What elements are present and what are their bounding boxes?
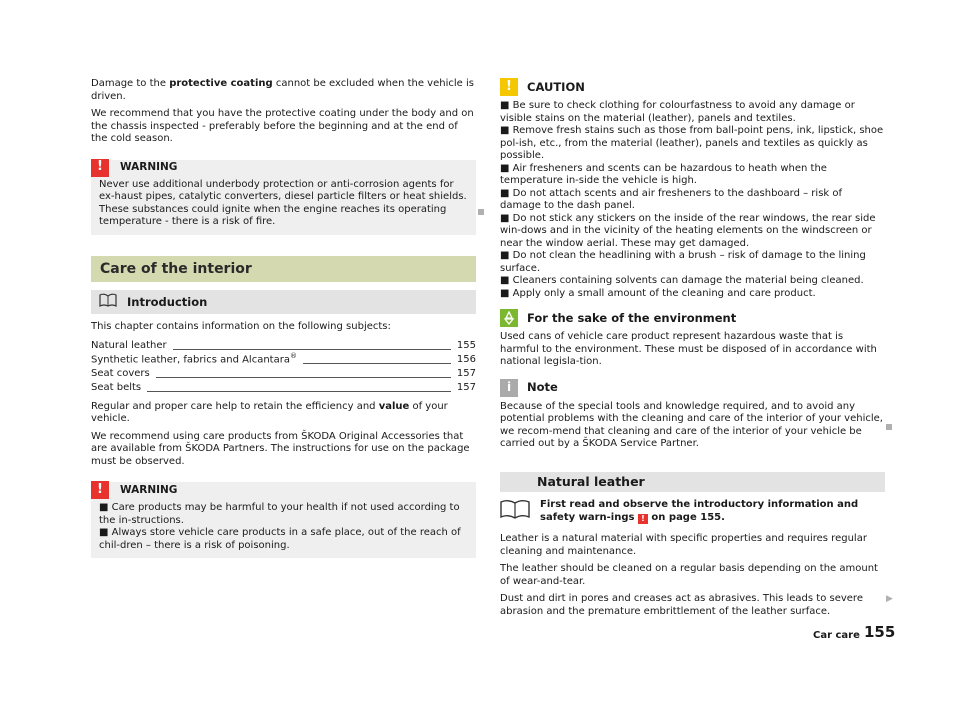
caution-item: ■ Do not clean the headlining with a brush – risk of damage to the lining surface.: [500, 250, 866, 274]
caution-header: [500, 78, 885, 96]
environment-header: [500, 309, 885, 327]
note-text: Because of the special tools and knowledge required, and to avoid any potential problems with the cleaning and care of the interior of your vehicle, we recom-mend that cleaning and care of the interior of your vehicle be carried out by a ŠKODA Service Partner.: [500, 400, 883, 449]
warning-item: ■ Always store vehicle care products in a safe place, out of the reach of chil-dren – there is a risk of poisoning.: [99, 527, 461, 551]
leather-paragraph-3: Dust and dirt in pores and creases act as abrasives. This leads to severe abrasion and the premature embrittlement of the leather surface.: [500, 593, 863, 617]
introduction-bar: [91, 290, 476, 314]
note-title: Note: [527, 380, 558, 395]
environment-title: For the sake of the environment: [527, 310, 737, 325]
book-icon: [99, 293, 117, 312]
left-column: [91, 78, 476, 558]
caution-title: CAUTION: [527, 79, 585, 94]
section-end-mark: [886, 424, 892, 430]
caution-item: ■ Apply only a small amount of the cleaning and care product.: [500, 287, 816, 299]
footer-section: Car care: [813, 630, 860, 641]
warning-item: ■ Care products may be harmful to your health if not used according to the in-structions.: [99, 502, 460, 526]
environment-text: Used cans of vehicle care product represent hazardous waste that is harmful to the environment. These must be disposed of in accordance with national legisla-tion.: [500, 331, 877, 367]
section-title-care-of-interior: Care of the interior: [91, 256, 476, 283]
chapter-intro: This chapter contains information on the following subjects:: [91, 321, 391, 332]
page-number: 155: [864, 623, 896, 641]
toc-item[interactable]: Seat covers 157: [91, 368, 476, 379]
introduction-title: Introduction: [127, 294, 208, 309]
section-end-mark: [478, 209, 484, 215]
toc-item[interactable]: Seat belts 157: [91, 382, 476, 393]
toc-list: [91, 339, 476, 395]
caution-icon: !: [500, 78, 518, 96]
note-icon: i: [500, 379, 518, 397]
inspection-paragraph: We recommend that you have the protective coating under the body and on the chassis inspected - preferably before the beginning and at the end of the cold season.: [91, 108, 474, 144]
leather-paragraph-2: The leather should be cleaned on a regular basis depending on the amount of wear-and-tear.: [500, 563, 878, 587]
note-header: [500, 379, 885, 397]
continue-arrow-icon: ▶: [886, 594, 893, 604]
caution-item: ■ Air fresheners and scents can be hazardous to heath when the temperature in-side the vehicle is high.: [500, 162, 827, 186]
warning-box-underbody: [91, 160, 476, 235]
caution-item: ■ Remove fresh stains such as those from ball-point pens, ink, lipstick, shoe pol-ish, etc., from the material (leather), panels and textiles as quickly as possible.: [500, 125, 884, 161]
environment-icon: [500, 309, 518, 327]
toc-item[interactable]: Natural leather 155: [91, 340, 476, 351]
introductory-reference: First read and observe the introductory information and safety warn-ings ! on page 155.: [500, 499, 885, 524]
warning-icon: !: [91, 481, 109, 499]
caution-list: [500, 100, 885, 300]
warning-title: WARNING: [120, 483, 178, 496]
natural-leather-title: Natural leather: [500, 472, 885, 493]
caution-item: ■ Do not stick any stickers on the inside of the rear windows, the rear side win-dows and in the vicinity of the heating elements on the windscreen or near the window aerial. These may get damaged.: [500, 212, 876, 249]
warning-title: WARNING: [120, 161, 178, 174]
warning-box-care-products: [91, 482, 476, 558]
care-paragraph: Regular and proper care help to retain the efficiency and value of your vehicle.: [91, 400, 448, 424]
caution-item: ■ Do not attach scents and air fresheners to the dashboard – risk of damage to the dash panel.: [500, 187, 843, 211]
caution-item: ■ Be sure to check clothing for colourfastness to avoid any damage or visible stains on the material (leather), panels and textiles.: [500, 100, 855, 124]
leather-paragraph-1: Leather is a natural material with specific properties and requires regular cleaning and maintenance.: [500, 533, 867, 557]
toc-item[interactable]: Synthetic leather, fabrics and Alcantara® 156: [91, 351, 476, 365]
right-column: [500, 78, 885, 623]
warning-icon: !: [91, 159, 109, 177]
protective-coating-paragraph: Damage to the protective coating cannot be excluded when the vehicle is driven.: [91, 78, 474, 102]
warning-icon[interactable]: !: [638, 514, 648, 524]
caution-item: ■ Cleaners containing solvents can damage the material being cleaned.: [500, 275, 864, 286]
warning-text: Never use additional underbody protection or anti-corrosion agents for ex-haust pipes, catalytic converters, diesel particle filters or heat shields. These substances could ignite when the engine reaches its operating temperature - there is a risk of fire.: [99, 178, 467, 227]
book-icon: [500, 499, 530, 524]
recommend-paragraph: We recommend using care products from ŠKODA Original Accessories that are available from ŠKODA Partners. The instructions for use on the package must be observed.: [91, 430, 470, 467]
